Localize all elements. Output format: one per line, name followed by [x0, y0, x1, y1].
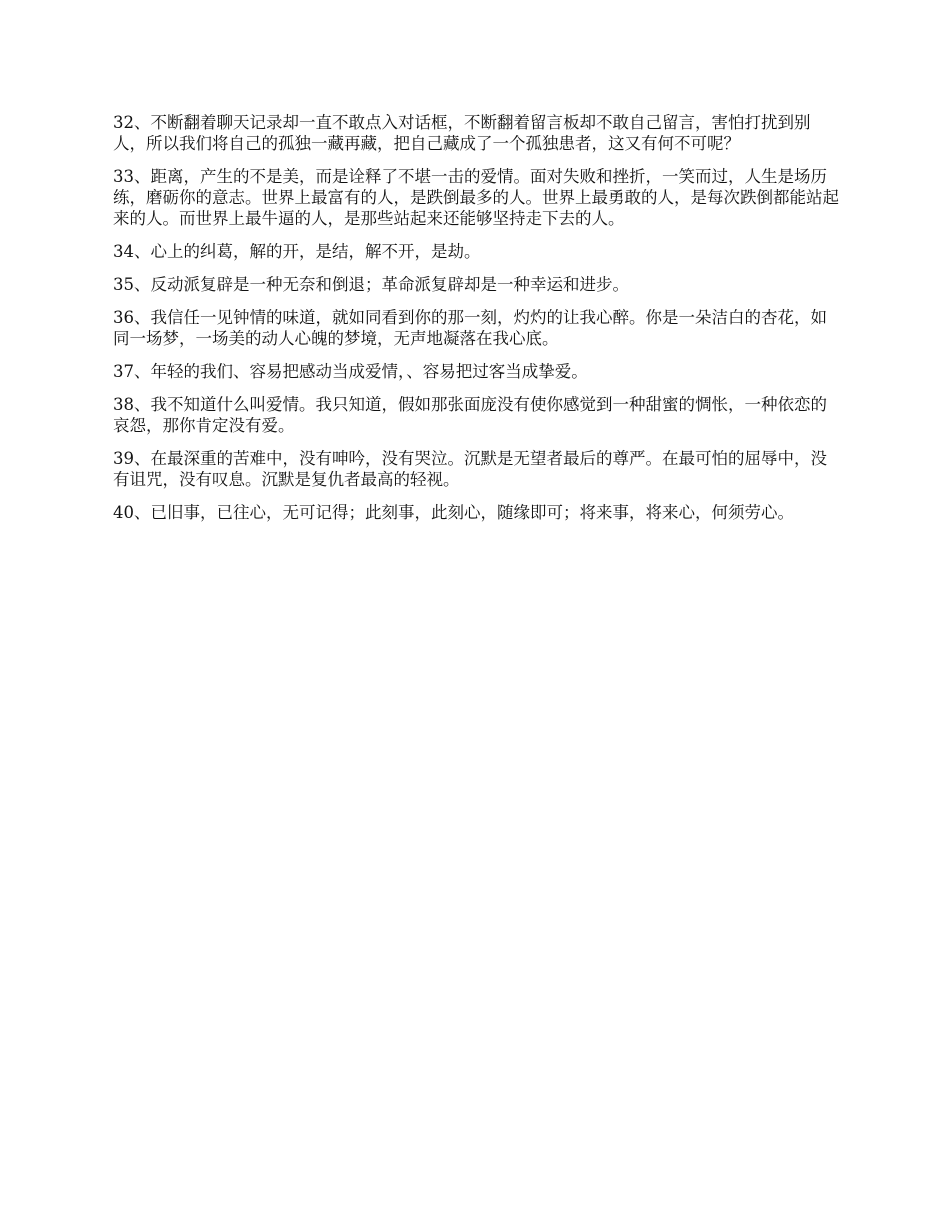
paragraph-39: 39、在最深重的苦难中，没有呻吟，没有哭泣。沉默是无望者最后的尊严。在最可怕的屈辱中，没有诅咒，没有叹息。沉默是复仇者最高的轻视。: [113, 449, 827, 489]
document-body: [113, 112, 841, 535]
paragraph-33: 33、距离，产生的不是美，而是诠释了不堪一击的爱情。面对失败和挫折，一笑而过，人生是场历练，磨砺你的意志。世界上最富有的人，是跌倒最多的人。世界上最勇敢的人，是每次跌倒都能站起来的人。而世界上最牛逼的人，是那些站起来还能够坚持走下去的人。: [113, 167, 839, 228]
paragraph-34: 34、心上的纠葛，解的开，是结，解不开，是劫。: [113, 242, 481, 261]
paragraph-38: 38、我不知道什么叫爱情。我只知道，假如那张面庞没有使你感觉到一种甜蜜的惆怅，一种依恋的哀怨，那你肯定没有爱。: [113, 395, 827, 435]
paragraph-36: 36、我信任一见钟情的味道，就如同看到你的那一刻，灼灼的让我心醉。你是一朵洁白的杏花，如同一场梦，一场美的动人心魄的梦境，无声地凝落在我心底。: [113, 308, 827, 348]
paragraph-32: 32、不断翻着聊天记录却一直不敢点入对话框，不断翻着留言板却不敢自己留言，害怕打扰到别人，所以我们将自己的孤独一藏再藏，把自己藏成了一个孤独患者，这又有何不可呢？: [113, 113, 811, 153]
paragraph-37: 37、年轻的我们、容易把感动当成爱情，、容易把过客当成挚爱。: [113, 362, 588, 381]
paragraph-35: 35、反动派复辟是一种无奈和倒退；革命派复辟却是一种幸运和进步。: [113, 275, 629, 294]
paragraph-40: 40、已旧事，已往心，无可记得；此刻事，此刻心，随缘即可；将来事，将来心，何须劳心。: [113, 503, 794, 522]
